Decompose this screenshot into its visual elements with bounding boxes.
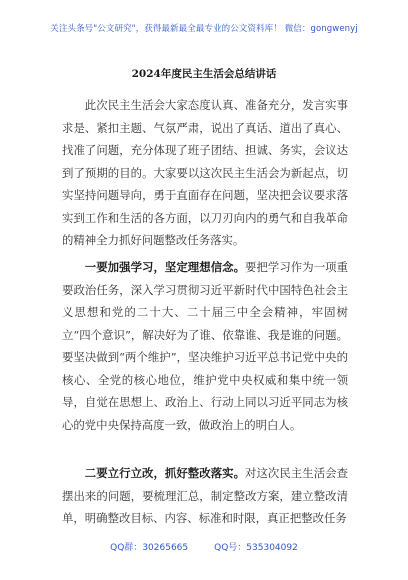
promo-banner bbox=[0, 22, 408, 34]
document-title: 2024年度民主生活会总结讲话 bbox=[131, 68, 277, 80]
qq-group-label: QQ群： bbox=[110, 543, 143, 553]
paragraph-text: 要把学习作为一项重要政治任务，深入学习贯彻习近平新时代中国特色社会主义思想和党的二十大、二十届三中全会精神，牢固树立“四个意识”，解决好为了谁、依靠谁、我是谁的问题。要坚决做到“两个维护”，坚决维护习近平总书记党中央的核心、全党的核心地位，维护党中央权威和集中统一领导，自觉在思想上、政治上、行动上同以习近平同志为核心的党中央保持高度一致，做政治上的明白人。 bbox=[62, 260, 348, 432]
paragraph-lead: 一要加强学习，坚定理想信念。 bbox=[84, 260, 246, 274]
qq-group-number: 30265665 bbox=[142, 543, 189, 553]
paragraph-lead: 二要立行立改，抓好整改落实。 bbox=[84, 466, 246, 480]
promo-text: 关注头条号"公文研究"，获得最新最全最专业的公文资料库！ 微信：gongwenyj bbox=[50, 24, 358, 34]
paragraph-rectification bbox=[62, 462, 348, 530]
paragraph-study bbox=[62, 256, 348, 436]
qq-number-value: 535304092 bbox=[246, 543, 298, 553]
paragraph-text: 此次民主生活会大家态度认真、准备充分，发言实事求是、紧扣主题、气氛严肃，说出了真话、道出了真心、找准了问题，充分体现了班子团结、担诚、务实，会议达到了预期的目的。大家要以这次民主生活会为新起点，切实坚持问题导向，勇于直面存在问题，坚决把会议要求落实到工作和生活的各方面，以刀刃向内的勇气和自我革命的精神全力抓好问题整改任务落实。 bbox=[62, 98, 348, 247]
paragraph-intro bbox=[62, 94, 348, 252]
contact-footer bbox=[0, 540, 408, 553]
qq-number-label: QQ号： bbox=[214, 543, 247, 553]
paragraph-text: 对这次民主生活会查摆出来的问题，要梳理汇总，制定整改方案，建立整改清单，明确整改目标、内容、标准和时限，真正把整改任务 bbox=[62, 466, 348, 525]
